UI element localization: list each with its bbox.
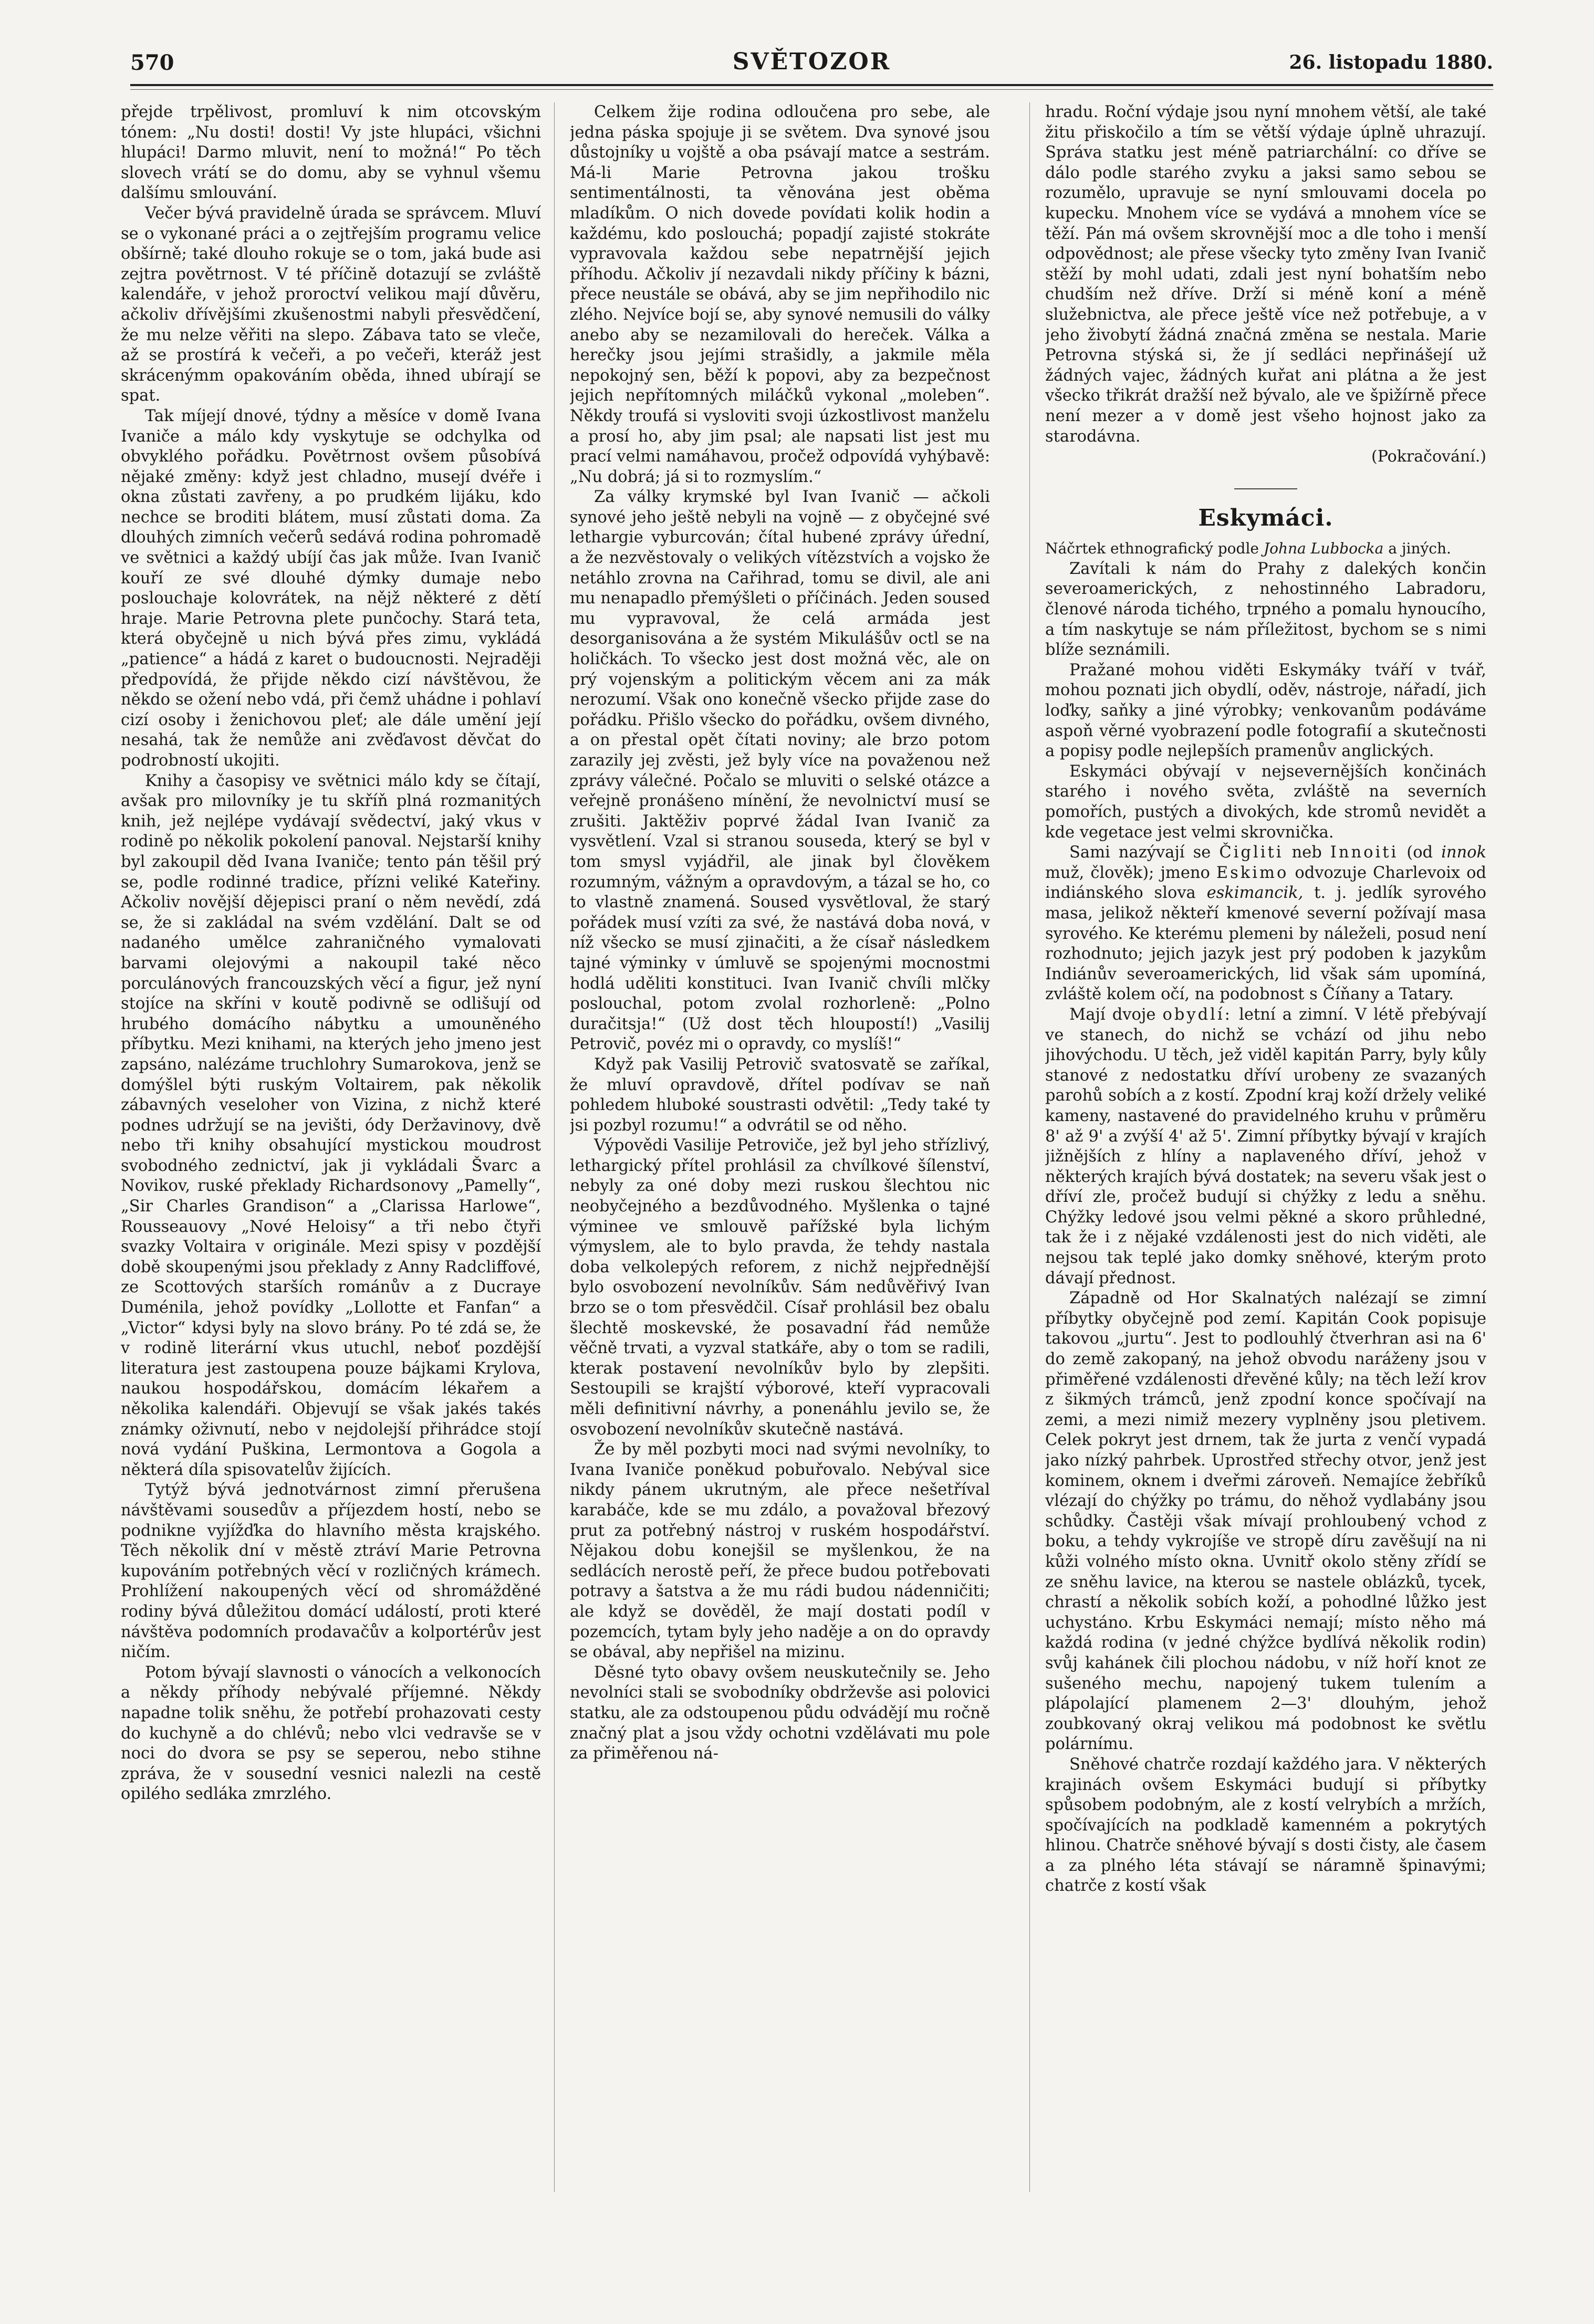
text-run: letní a zimní. V létě přebývají ve stanech, do nichž se vchází od jihu nebo jihovýchodu. U těch, jež viděl kapitán Parry, byly kůly stanové z nedostatku dříví urobeny ze svazaných parohů sobích a z kostí. Zpodní kraj koží držely veliké kameny, nastavené do pravidelného kruhu v průměru 8' až 9' a zvýší 4' až 5'. Zimní příbytky bývají v krajích jižnějších z hlíny a naplaveného dříví, jehož v některých krajích bývá dostatek; na severu však jest o dříví zle, pročež budují si chýžky z ledu a sněhu. Chýžky ledové jsou velmi pěkné a skoro průhledné, tak že i z nějaké vzdálenosti jest do nich viděti, ale nejsou tak teplé jako domky sněhové, kterým proto dávají přednost. — [1045, 1005, 1486, 1287]
text-run: neb — [1291, 843, 1322, 862]
paragraph: Potom bývají slavnosti o vánocích a velkonocích a někdy příhody nebývalé příjemné. Někdy napadne tolik sněhu, že potřebí prohazovati cesty do kuchyně a do chlévů; nebo vlci vedravše se v noci do dvora se psy se seperou, nebo stihne zpráva, že v sousední vesnici nalezli na cestě opilého sedláka zmrzlého. — [121, 1663, 541, 1804]
text-run: (od — [1407, 843, 1433, 862]
paragraph: hradu. Roční výdaje jsou nyní mnohem větší, ale také žitu přiskočilo a tím se větší výdaje úplně uhrazují. Správa statku jest méně patriarchální: co dříve se dálo podle starého zvyku a jaksi samo sebou se rozumělo, upravuje se nyní smlouvami docela po kupecku. Mnohem více se vydává a mnohem více se těží. Pán má ovšem skrovnější moc a dle toho i menší odpovědnost; ale přese všecky tyto změny Ivan Ivanič stěží by mohl udati, zdali jest nyní bohatším nebo chudším než dříve. Drží si méně koní a méně služebnictva, ale přece ještě více než potřebuje, a v jeho živobytí žádná značná změna se nestala. Marie Petrovna stýská si, že jí sedláci nepřinášejí už žádných vajec, žádných kuřat ani plátna a že jest všecko třikrát dražší než bývalo, ale ve špižírně přece není mezer a v domě jest všeho hojnost jako za starodávna. — [1045, 103, 1486, 446]
term: Eskimo — [1216, 863, 1289, 882]
header-rule — [130, 84, 1493, 86]
paragraph: Tytýž bývá jednotvárnost zimní přerušena návštěvami sousedův a příjezdem hostí, nebo se podnikne vyjížďka do hlavního města krajského. Těch několik dní v městě ztráví Marie Petrovna kupováním potřebných věcí v rozličných krámech. Prohlížení nakoupených věcí od shromážděné rodiny bývá důležitou domácí událostí, proti které návštěva podomních prodavačův a kolportérův jest ničím. — [121, 1481, 541, 1662]
paragraph: Když pak Vasilij Petrovič svatosvatě se zaříkal, že mluví opravdově, dřítel podívav se naň pohledem hluboké soustrasti odvětil: „Tedy také ty jsi pozbyl rozumu!“ a odvrátil se od něho. — [570, 1055, 990, 1135]
paragraph: Eskymáci obývají v nejsevernějších končinách starého i nového světa, zvláště na severních pomořích, pustých a divokých, kde stromů nevidět a kde vegetace jest velmi skrovnička. — [1045, 762, 1486, 842]
article-subtitle — [1045, 539, 1486, 559]
paragraph: Celkem žije rodina odloučena pro sebe, ale jedna páska spojuje ji se světem. Dva synové jsou důstojníky u vojště a oba psávají matce a sestrám. Má-li Marie Petrovna jakou trošku sentimentálnosti, ta věnována jest oběma mladíkům. O nich dovede povídati kolik hodin a každému, kdo poslouchá; popadjí zajisté stokráte vypravovala každou sebe nepatrnější jejich příhodu. Ačkoliv jí nezavdali nikdy příčiny k bázni, přece neustále se obává, aby se jim nepřihodilo nic zlého. Nejvíce bojí se, aby synové nemusili do války anebo aby se nezamilovali do hereček. Válka a herečky jsou jejími strašidly, a jakmile měla nepokojný sen, běží k popovi, aby za bezpečnost jejich nepřítomných miláčků vykonal „moleben“. Někdy troufá si vysloviti svoji úzkostlivost manželu a prosí ho, aby jim psal; ale napsati list jest mu prací velmi namáhavou, pročež odpovídá vyhýbavě: „Nu dobrá; já si to rozmyslím.“ — [570, 103, 990, 486]
paragraph: Sněhové chatrče rozdají každého jara. V některých krajinách ovšem Eskymáci budují si příbytky spůsobem podobným, ale z kostí velrybích a mržích, spočívajících na podkladě kamenném a pokrytých hlinou. Chatrče sněhové bývají s dosti čisty, ale časem a za plného léta stávají se náramně špinavými; chatrče z kostí však — [1045, 1755, 1486, 1896]
text-run: muž, člověk); jmeno — [1045, 863, 1210, 882]
term: eskimancik, — [1206, 884, 1304, 903]
text-column-1 — [121, 102, 541, 2229]
journal-title: SVĚTOZOR — [732, 48, 891, 75]
header-rule-thin — [130, 89, 1493, 90]
subtitle-author: Johna Lubbocka — [1263, 540, 1384, 558]
paragraph: Výpovědi Vasilije Petroviče, jež byl jeho střízlivý, lethargický přítel prohlásil za chvílkové šílenství, nebyly za oné doby mezi ruskou šlechtou nic neobyčejného a bezdůvodného. Myšlenka o tajné výminee ve smlouvě pařížské byla lichým výmyslem, ale to bylo pravda, že tehdy nastala doba velkolepých reforem, z nichž nejpřednější bylo osvobození nevolníkův. Sám nedůvěřivý Ivan brzo se o tom přesvědčil. Císař prohlásil bez obalu šlechtě moskevské, že posavadní řád nemůže věčně trvati, a vyzval statkáře, aby o tom se radili, kterak postavení nevolníkův bylo by zlepšiti. Sestoupili se krajští výborové, kteří vypracovali měli definitivní návrhy, a ponenáhlu jevilo se, že osvobození nevolníkův skutečně nastává. — [570, 1136, 990, 1439]
paragraph: Pražané mohou viděti Eskymáky tváří v tvář, mohou poznati jich obydlí, oděv, nástroje, nářadí, jich loďky, saňky a jiné výrobky; venkovanům podáváme aspoň věrné vyobrazení podle fotografií a skutečnosti a popisy podle nejlepších pramenův anglických. — [1045, 661, 1486, 761]
text-run: odvozuje Charlevoix od indiánského slova — [1045, 863, 1486, 903]
term: Čigliti — [1219, 843, 1284, 862]
paragraph: Večer bývá pravidelně úrada se správcem. Mluví se o vykonané práci a o zejtřejším programu velice obšírně; také dlouho rokuje se o tom, jaká bude asi zejtra povětrnost. V té příčině dotazují se zvláště kalendáře, v jehož proroctví velikou mají důvěru, ačkoliv dřívějšími zkušenostmi nabyli přesvědčení, že mu nelze věřiti na slepo. Zábava tato se vleče, až se prostírá k večeři, a po večeři, kteráž jest skrácenýmm opakováním oběda, ihned ubírají se spat. — [121, 204, 541, 405]
column-divider — [554, 102, 555, 2192]
page-number: 570 — [130, 50, 174, 75]
text-run: t. j. jedlík syrového masa, jelikož někteří kmenové severní požívají masa syrového. Ke kterému plemeni by náleželi, posud není rozhodnuto; jejich jazyk jest prý podoben k jazykům Indiánův severoamerických, lid však sám upomíná, zvláště kolem očí, na podobnost s Číňany a Tatary. — [1045, 884, 1486, 1004]
article-title: Eskymáci. — [1198, 504, 1333, 531]
section-separator — [1234, 488, 1297, 489]
paragraph — [1045, 843, 1486, 1005]
paragraph: Zavítali k nám do Prahy z dalekých končin severoamerických, z nehostinného Labradoru, členové národa tichého, trpného a pomalu hynoucího, a tím naskytuje se nám příležitost, bychom se s nimi blíže seznámili. — [1045, 559, 1486, 659]
column-divider — [1029, 102, 1030, 2192]
paragraph: přejde trpělivost, promluví k nim otcovským tónem: „Nu dosti! dosti! Vy jste hlupáci, všichni hlupáci! Darmo mluvit, není to možná!“ Po těch slovech vrátí se do domu, aby se vyhnul všemu dalšímu smlouvání. — [121, 103, 541, 203]
paragraph: Knihy a časopisy ve světnici málo kdy se čítají, avšak pro milovníky je tu skříň plná rozmanitých knih, jež nejlépe vydávají svědectví, jaký vkus v rodině po několik pokolení panoval. Nejstarší knihy byl zakoupil děd Ivana Ivaniče; tento pán těšil prý se, podle rodinné tradice, přízni veliké Kateřiny. Ačkoliv novější dějepisci praní o něm nevědí, zdá se, že si zakládal na svém vzdělání. Dalt se od nadaného umělce zahraničného vymalovati barvami olejovými a nakoupil také něco porculánových francouzských věcí a figur, jež nyní stojíce na skříni v koutě podivně se odlišují od hrubého domácího nábytku a umouněného příbytku. Mezi knihami, na kterých jeho jmeno jest zapsáno, nalézáme truchlohry Sumarokova, jenž se domýšlel býti ruským Voltairem, pak několik zábavných veseloher von Vizina, z nichž které podnes udržují se na jevišti, ódy Deržavinovy, dvě nebo tři knihy obsahující mystickou moudrost svobodného zednictví, jak ji vykládali Švarc a Novikov, ruské překlady Richardsonovy „Pamelly“, „Sir Charles Grandison“ a „Clarissa Harlowe“, Rousseauovy „Nové Heloisy“ a tři nebo čtyři svazky Voltaira v originále. Mezi spisy v pozdější době skoupenými jsou překlady z Anny Radcliffové, ze Scottových starších románův a z Ducraye Duménila, jehož povídky „Lollotte et Fanfan“ a „Victor“ kdysi byly na slovo brány. Po té zdá se, že v rodině literární vkus utuchl, neboť pozdější literatura jest zastoupena pouze bájkami Krylova, naukou hospodářskou, domácím lékařem a několika kalendáři. Objevují se však jakés takés známky oživnutí, nebo v nejdolejší přihrádce stojí nová vydání Puškina, Lermontova a Gogola a některá díla spisovatelův žijících. — [121, 771, 541, 1479]
paragraph: Tak míjejí dnové, týdny a měsíce v domě Ivana Ivaniče a málo kdy vyskytuje se odchylka od obvyklého pořádku. Povětrnost ovšem působívá nějaké změny: když jest chladno, musejí dvéře i okna zůstati zavřeny, a po prudkém lijáku, kdo nechce se broditi blátem, musí zůstati doma. Za dlouhých zimních večerů sedává rodina pohromadě ve světnici a každý ubíjí čas jak může. Ivan Ivanič kouří ze své dlouhé dýmky dumaje nebo poslouchaje kolovrátek, na nějž některé z dětí hraje. Marie Petrovna plete punčochy. Stará teta, která obyčejně u nich bývá přes zimu, vykládá „patience“ a hádá z karet o budoucnosti. Nejraději předpovídá, že přijde někdo cizí návštěvou, že někdo se ožení nebo vdá, při čemž uhádne i pohlaví cizí osoby i ženichovou pleť; ale dále umění její nesahá, tak že nemůže ani zvěďavost děvčat do podrobností ukojiti. — [121, 406, 541, 770]
text-run: Mají dvoje — [1069, 1005, 1156, 1024]
issue-date: 26. listopadu 1880. — [1289, 51, 1493, 74]
text-column-2 — [570, 102, 990, 2229]
term: obydlí: — [1162, 1005, 1232, 1024]
term: Innoiti — [1330, 843, 1399, 862]
paragraph: Děsné tyto obavy ovšem neuskutečnily se. Jeho nevolníci stali se svobodníky obdrževše asi polovici statku, ale za odstoupenou půdu odvádějí mu ročně značný plat a jsou vždy ochotni vzdělávati mu pole za přiměřenou ná- — [570, 1663, 990, 1763]
paragraph — [1045, 1005, 1486, 1289]
text-column-3 — [1045, 102, 1486, 2229]
subtitle-tail: a jiných. — [1388, 540, 1451, 558]
term: innok — [1441, 843, 1486, 862]
page-header — [130, 48, 1493, 80]
subtitle-lead: Náčrtek ethnografický podle — [1045, 540, 1259, 558]
paragraph: Západně od Hor Skalnatých nalézají se zimní příbytky obyčejně pod zemí. Kapitán Cook popisuje takovou „jurtu“. Jest to podlouhlý čtverhran asi na 6' do země zakopaný, na jehož obvodu naráženy jsou v přiměřené vzdálenosti dřevěné kůly; na těch leží krov z šikmých trámců, jenž zpodní konce spočívají na zemi, a mezi nimiž mezery vyplněny jsou pletivem. Celek pokryt jest drnem, tak že jurta z venčí vypadá jako nízký pahrbek. Uprostřed střechy otvor, jenž jest kominem, oknem i dveřmi zároveň. Nemajíce žebříků vlézají do chýžky po trámu, do něhož vydlabány jsou schůdky. Častěji však mívají prohloubený vchod z boku, a tehdy vykrojíše ve stropě díru zavěšují na ni kůži volného místo okna. Uvnitř okolo stěny zřídí se ze sněhu lavice, na kterou se nastele oblázků, tycek, chrastí a několik sobích koží, a pohodlné lůžko jest uchystáno. Krbu Eskymáci nemají; místo něho má každá rodina (v jedné chýžce bydlívá několik rodin) svůj kahánek čili plochou nádobu, v níž hoří knot ze sušeného mechu, napojený tukem tulením a plápolající plamenem 2—3' dlouhým, jehož zoubkovaný okraj velikou má podobnost ke světlu polárnímu. — [1045, 1289, 1486, 1754]
paragraph: Že by měl pozbyti moci nad svými nevolníky, to Ivana Ivaniče poněkud pobuřovalo. Nebýval sice nikdy pánem ukrutným, ale přece nešetříval karabáče, kde se mu zdálo, a považoval březový prut za potřebný nástroj v ruském hospodářství. Nějakou dobu konejšil se myšlenkou, že na sedlácích nerostě peří, že přece budou potřebovati potravy a šatstva a že mu rádi budou nádenničiti; ale když se dověděl, že mají dostati podíl v pozemcích, tytam byly jeho naděje a on do opravdy se obával, aby nepřišel na mizinu. — [570, 1440, 990, 1662]
text-run: Sami nazývají se — [1069, 843, 1211, 862]
continued-note: (Pokračování.) — [1371, 447, 1486, 466]
paragraph: Za války krymské byl Ivan Ivanič — ačkoli synové jeho ještě nebyli na vojně — z obyčejné své lethargie vyburcován; čítal hubené zprávy úřední, a že nezvěstovaly o velikých vítězstvích a vojsko že netáhlo zrovna na Cařihrad, tomu se divil, ale ani mu nenapadlo přemýšleti o příčinách. Jeden soused mu vypravoval, že celá armáda jest desorganisována a že systém Mikulášův octl se na holičkách. To všecko jest dost možná věc, ale on prý vojenským a politickým věcem ani za mák nerozumí. Však ono konečně všecko přijde zase do pořádku. Přišlo všecko do pořádku, ovšem divného, a on přestal opět čítati noviny; ale brzo potom zarazily jej zvěsti, jež byly více na považenou než zprávy válečné. Počalo se mluviti o selské otázce a veřejně pronášeno mínění, že nevolnictví musí se zrušiti. Jaktěživ poprvé žádal Ivan Ivanič za vysvětlení. Vzal si stranou souseda, který se byl v tom smysl vyjádřil, ale jinak byl člověkem rozumným, vážným a opravdovým, a tázal se ho, co to vlastně znamená. Soused vysvětloval, že starý pořádek musí vzíti za své, že nastává doba nová, v níž všecko se musí zjinačiti, a že císař následkem tajné výminky v úmluvě se spojenými mocnostmi hodlá uděliti konstituci. Ivan Ivanič chvíli mlčky poslouchal, potom zvolal rozhorleně: „Polno duračitsja!“ (Už dost těch hloupostí!) „Vasilij Petrovič, povéz mi o opravdy, co myslíš!“ — [570, 488, 990, 1054]
